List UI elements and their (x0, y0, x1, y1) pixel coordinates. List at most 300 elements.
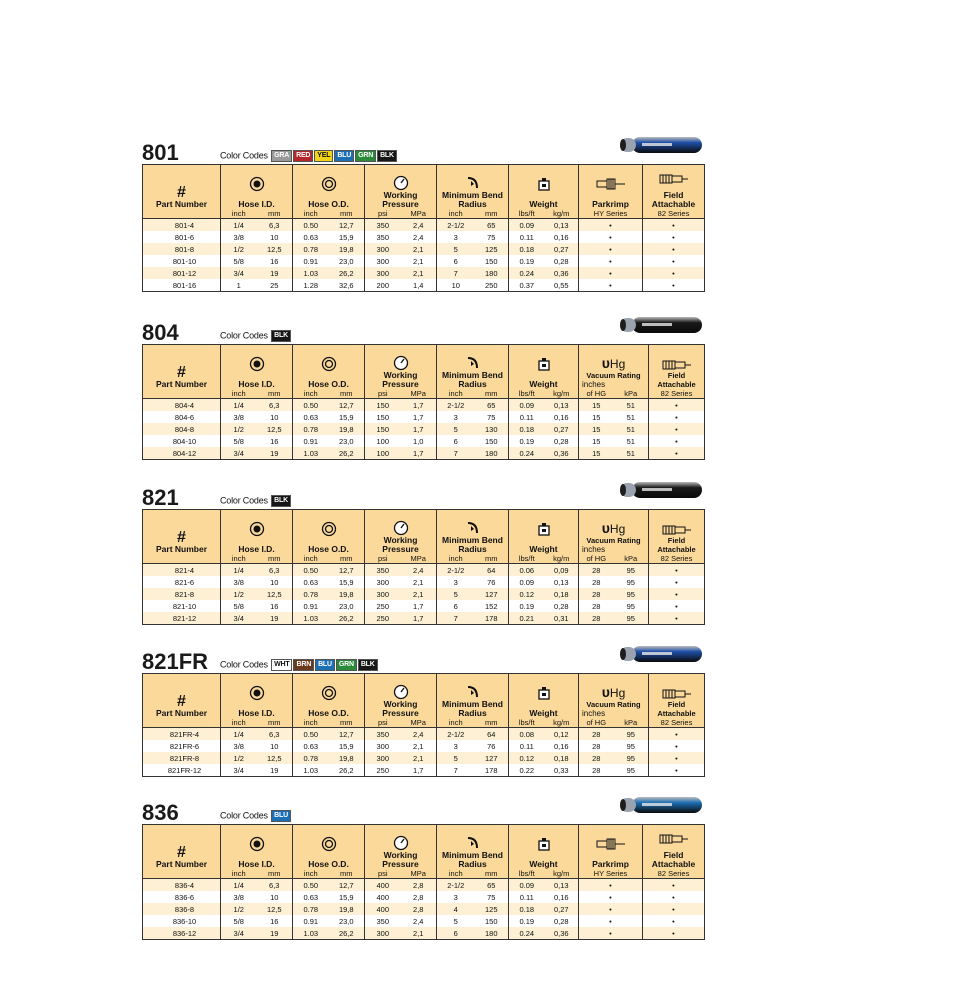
pressure-gauge-icon (393, 835, 409, 851)
spec-cell: • (649, 588, 705, 600)
hose-od-header: Hose O.D. (293, 165, 365, 210)
spec-cell: 300 (365, 576, 401, 588)
spec-cell: • (649, 399, 705, 412)
spec-cell: 0.11 (509, 231, 545, 243)
part-number-cell: 804-4 (143, 399, 221, 412)
spec-cell: 0,13 (545, 399, 579, 412)
spec-table: # Part Number Hose I.D. Hose O.D. Working Pressure Minimum Bend Radius Weight ᴜHg Vacuum Rating inches Field Attachable inch mm inch mm psi MPa inch mm lbs/ft kg/m of HG kPa 82 Series 804-4 1/4 6,3 0.50 12,7 150 1,7 2-1/2 65 0.09 0,13 15 51 • 804-6 3/8 10 0.63 15,9 150 1,7 3 75 0.11 0,16 15 51 • 804-8 1/2 12,5 0.78 19,8 150 1,7 5 130 0.18 0,27 15 51 • 804-10 5/8 16 0.91 23,0 100 1,0 6 150 0.19 0,28 15 51 • 804-12 3/4 19 1.03 26,2 100 1,7 7 180 0.24 0,36 15 51 • (142, 344, 705, 460)
spec-cell: 0,09 (545, 564, 579, 577)
spec-cell: 6 (437, 927, 475, 940)
table-row (143, 399, 705, 412)
vacuum-rating-header: ᴜHg Vacuum Rating inches (579, 345, 649, 390)
spec-cell: 0,36 (545, 267, 579, 279)
spec-cell: 10 (257, 576, 293, 588)
part-number-cell: 804-10 (143, 435, 221, 447)
table-row (143, 728, 705, 741)
color-chip-brn: BRN (293, 659, 314, 671)
spec-cell: 300 (365, 588, 401, 600)
spec-cell: 350 (365, 231, 401, 243)
spec-cell: 3/4 (221, 612, 257, 625)
spec-cell: 28 (579, 576, 614, 588)
spec-cell: 130 (475, 423, 509, 435)
spec-cell: 19,8 (329, 243, 365, 255)
spec-cell: • (643, 255, 705, 267)
hose-od-icon (321, 836, 337, 852)
spec-cell: 125 (475, 903, 509, 915)
spec-cell: 0.91 (293, 435, 329, 447)
spec-cell: 95 (614, 576, 649, 588)
spec-cell: 6,3 (257, 219, 293, 232)
hose-od-icon (321, 356, 337, 372)
spec-cell: 250 (365, 600, 401, 612)
pressure-gauge-icon (393, 175, 409, 191)
weight-scale-icon (536, 685, 552, 701)
vacuum-hg-icon: ᴜHg (601, 355, 626, 371)
model-number: 801 (142, 140, 179, 165)
spec-cell: 3 (437, 891, 475, 903)
spec-cell: 178 (475, 612, 509, 625)
parkrimp-header: Parkrimp (579, 825, 643, 870)
vacuum-rating-header: ᴜHg Vacuum Rating inches (579, 674, 649, 719)
spec-cell: 0.11 (509, 891, 545, 903)
spec-cell: 180 (475, 267, 509, 279)
spec-cell: • (579, 879, 643, 892)
table-row (143, 219, 705, 232)
weight-header: Weight (509, 825, 579, 870)
spec-cell: 1/2 (221, 903, 257, 915)
spec-cell: 0.78 (293, 423, 329, 435)
spec-cell: 2-1/2 (437, 564, 475, 577)
spec-cell: 2,8 (401, 879, 437, 892)
spec-cell: 152 (475, 600, 509, 612)
spec-cell: • (643, 927, 705, 940)
spec-cell: 3 (437, 576, 475, 588)
spec-cell: 1,0 (401, 435, 437, 447)
field-fitting-icon (662, 359, 692, 371)
spec-cell: 3/8 (221, 891, 257, 903)
spec-cell: 19 (257, 447, 293, 460)
spec-cell: 1.03 (293, 447, 329, 460)
spec-cell: • (649, 564, 705, 577)
spec-cell: 12,7 (329, 399, 365, 412)
part-number-cell: 801-8 (143, 243, 221, 255)
spec-cell: 1/2 (221, 752, 257, 764)
weight-scale-icon (536, 521, 552, 537)
spec-cell: 1.03 (293, 927, 329, 940)
hose-image (618, 312, 704, 338)
spec-cell: 2-1/2 (437, 728, 475, 741)
spec-cell: 76 (475, 576, 509, 588)
spec-cell: 75 (475, 231, 509, 243)
part-number-cell: 821-4 (143, 564, 221, 577)
spec-cell: 0.09 (509, 879, 545, 892)
color-codes: Color Codes BLK (220, 330, 291, 342)
part-number-cell: 836-8 (143, 903, 221, 915)
product-section-821 (142, 483, 704, 625)
hose-od-icon (321, 521, 337, 537)
spec-cell: 12,5 (257, 588, 293, 600)
spec-cell: 0.78 (293, 903, 329, 915)
hose-id-header: Hose I.D. (221, 825, 293, 870)
spec-cell: 95 (614, 764, 649, 777)
spec-cell: 1,7 (401, 612, 437, 625)
spec-cell: 300 (365, 267, 401, 279)
color-chip-blu: BLU (334, 150, 354, 162)
vacuum-hg-icon: ᴜHg (601, 520, 626, 536)
part-number-cell: 821FR-8 (143, 752, 221, 764)
spec-cell: 5 (437, 915, 475, 927)
color-chip-red: RED (293, 150, 313, 162)
spec-cell: 0.18 (509, 243, 545, 255)
spec-cell: 180 (475, 927, 509, 940)
spec-cell: 1,7 (401, 399, 437, 412)
spec-cell: 0,13 (545, 576, 579, 588)
product-section-821fr (142, 647, 704, 777)
hose-id-header: Hose I.D. (221, 345, 293, 390)
spec-cell: 65 (475, 879, 509, 892)
part-number-cell: 821-6 (143, 576, 221, 588)
spec-cell: 0.19 (509, 915, 545, 927)
spec-cell: 6,3 (257, 564, 293, 577)
spec-cell: 0,27 (545, 423, 579, 435)
spec-cell: 300 (365, 243, 401, 255)
spec-cell: 95 (614, 588, 649, 600)
spec-cell: 0,33 (545, 764, 579, 777)
bend-radius-header: Minimum Bend Radius (437, 345, 509, 390)
spec-cell: 0,18 (545, 588, 579, 600)
part-number-cell: 801-4 (143, 219, 221, 232)
hose-od-header: Hose O.D. (293, 825, 365, 870)
spec-cell: 95 (614, 728, 649, 741)
spec-table: # Part Number Hose I.D. Hose O.D. Working Pressure Minimum Bend Radius Weight Parkrimp Field Attachable inch mm inch mm psi MPa inch mm lbs/ft kg/m HY Series 82 Series 836-4 1/4 6,3 0.50 12,7 400 2,8 2-1/2 65 0.09 0,13 • • 836-6 3/8 10 0.63 15,9 400 2,8 3 75 0.11 0,16 • • 836-8 1/2 12,5 0.78 19,8 400 2,8 4 125 0.18 0,27 • • 836-10 5/8 16 0.91 23,0 350 2,4 5 150 0.19 0,28 • • 836-12 3/4 19 1.03 26,2 300 2,1 6 180 0.24 0,36 • • (142, 824, 705, 940)
hose-od-header: Hose O.D. (293, 345, 365, 390)
spec-cell: 51 (614, 399, 649, 412)
spec-cell: 28 (579, 588, 614, 600)
hose-id-header: Hose I.D. (221, 674, 293, 719)
spec-cell: 3 (437, 411, 475, 423)
model-number: 821 (142, 485, 179, 510)
parkrimp-header: Parkrimp (579, 165, 643, 210)
hose-id-icon (249, 521, 265, 537)
spec-cell: • (649, 423, 705, 435)
spec-cell: 15 (579, 411, 614, 423)
spec-cell: 51 (614, 411, 649, 423)
spec-cell: 1/4 (221, 399, 257, 412)
spec-cell: 0,13 (545, 219, 579, 232)
part-number-cell: 821-12 (143, 612, 221, 625)
color-codes: Color Codes GRA RED YEL BLU GRN BLK (220, 150, 397, 162)
spec-cell: 127 (475, 752, 509, 764)
spec-cell: 19,8 (329, 588, 365, 600)
field-attachable-header: Field Attachable (649, 510, 705, 555)
hose-image (618, 477, 704, 503)
spec-cell: 0.78 (293, 588, 329, 600)
product-section-836 (142, 798, 704, 940)
spec-cell: 1/4 (221, 219, 257, 232)
spec-cell: 5 (437, 423, 475, 435)
part-number-cell: 804-12 (143, 447, 221, 460)
spec-cell: 400 (365, 879, 401, 892)
weight-scale-icon (536, 836, 552, 852)
part-number-cell: 821FR-4 (143, 728, 221, 741)
table-row (143, 255, 705, 267)
spec-cell: • (579, 891, 643, 903)
table-row (143, 612, 705, 625)
spec-cell: 3/4 (221, 447, 257, 460)
spec-cell: 0.09 (509, 576, 545, 588)
spec-cell: 15 (579, 435, 614, 447)
spec-cell: 0.22 (509, 764, 545, 777)
color-chip-gra: GRA (271, 150, 292, 162)
table-row (143, 564, 705, 577)
spec-cell: 3/4 (221, 764, 257, 777)
working-pressure-header: Working Pressure (365, 510, 437, 555)
spec-cell: • (649, 411, 705, 423)
spec-cell: 26,2 (329, 267, 365, 279)
bend-radius-icon (465, 175, 481, 191)
spec-cell: 19 (257, 927, 293, 940)
table-row (143, 576, 705, 588)
spec-cell: 0,12 (545, 728, 579, 741)
spec-cell: 100 (365, 447, 401, 460)
spec-cell: 12,5 (257, 752, 293, 764)
part-number-cell: 801-16 (143, 279, 221, 292)
spec-cell: 23,0 (329, 435, 365, 447)
spec-cell: 95 (614, 564, 649, 577)
spec-cell: 12,5 (257, 423, 293, 435)
spec-cell: 125 (475, 243, 509, 255)
spec-cell: • (643, 879, 705, 892)
field-attachable-header: Field Attachable (643, 825, 705, 870)
spec-cell: 19,8 (329, 423, 365, 435)
spec-cell: 0.50 (293, 564, 329, 577)
spec-cell: 2,4 (401, 728, 437, 741)
bend-radius-header: Minimum Bend Radius (437, 510, 509, 555)
part-number-header: # Part Number (143, 674, 221, 719)
hose-id-icon (249, 356, 265, 372)
spec-cell: 1.03 (293, 764, 329, 777)
spec-cell: • (579, 903, 643, 915)
spec-cell: 300 (365, 740, 401, 752)
spec-cell: 1,7 (401, 423, 437, 435)
spec-cell: 150 (365, 399, 401, 412)
spec-cell: 2,4 (401, 219, 437, 232)
hose-od-icon (321, 176, 337, 192)
spec-cell: 0.09 (509, 219, 545, 232)
table-row (143, 243, 705, 255)
spec-cell: 0,36 (545, 447, 579, 460)
spec-cell: 28 (579, 600, 614, 612)
spec-cell: 2-1/2 (437, 879, 475, 892)
model-number: 836 (142, 800, 179, 825)
spec-cell: 0.63 (293, 411, 329, 423)
spec-cell: 0,18 (545, 752, 579, 764)
spec-cell: 12,5 (257, 243, 293, 255)
table-row (143, 927, 705, 940)
part-number-cell: 836-4 (143, 879, 221, 892)
spec-cell: 51 (614, 447, 649, 460)
spec-cell: 350 (365, 564, 401, 577)
spec-cell: 0.63 (293, 231, 329, 243)
spec-cell: • (649, 576, 705, 588)
spec-cell: 76 (475, 740, 509, 752)
spec-cell: 0.50 (293, 399, 329, 412)
spec-cell: 0.78 (293, 752, 329, 764)
table-row (143, 588, 705, 600)
spec-cell: 12,5 (257, 903, 293, 915)
spec-cell: 12,7 (329, 879, 365, 892)
working-pressure-header: Working Pressure (365, 345, 437, 390)
spec-cell: 95 (614, 612, 649, 625)
spec-cell: 2-1/2 (437, 219, 475, 232)
crimp-fitting-icon (596, 178, 626, 190)
spec-cell: 0.78 (293, 243, 329, 255)
field-attachable-header: Field Attachable (643, 165, 705, 210)
color-chip-blk: BLK (271, 330, 291, 342)
spec-cell: 6,3 (257, 879, 293, 892)
spec-cell: 15,9 (329, 231, 365, 243)
spec-cell: 1.28 (293, 279, 329, 292)
color-chip-blk: BLK (271, 495, 291, 507)
pressure-gauge-icon (393, 684, 409, 700)
hose-image (618, 792, 704, 818)
spec-cell: 19,8 (329, 752, 365, 764)
spec-cell: 0,31 (545, 612, 579, 625)
spec-cell: 3 (437, 231, 475, 243)
spec-cell: 2,8 (401, 903, 437, 915)
spec-cell: 0.12 (509, 588, 545, 600)
spec-cell: 32,6 (329, 279, 365, 292)
spec-cell: 0.50 (293, 728, 329, 741)
spec-cell: 0.11 (509, 740, 545, 752)
spec-cell: 178 (475, 764, 509, 777)
spec-cell: 3/8 (221, 231, 257, 243)
part-number-cell: 821-8 (143, 588, 221, 600)
spec-cell: 0,27 (545, 243, 579, 255)
product-section-804 (142, 318, 704, 460)
spec-cell: 23,0 (329, 255, 365, 267)
spec-cell: • (649, 764, 705, 777)
spec-cell: 26,2 (329, 447, 365, 460)
part-number-cell: 836-10 (143, 915, 221, 927)
spec-cell: 0,28 (545, 915, 579, 927)
color-codes: Color Codes BLK (220, 495, 291, 507)
spec-cell: 2,8 (401, 891, 437, 903)
hose-image (618, 641, 704, 667)
hose-od-icon (321, 685, 337, 701)
spec-cell: 2,1 (401, 752, 437, 764)
spec-cell: 10 (257, 740, 293, 752)
spec-cell: 6 (437, 435, 475, 447)
spec-cell: 0,55 (545, 279, 579, 292)
hose-id-header: Hose I.D. (221, 165, 293, 210)
spec-cell: 0.19 (509, 600, 545, 612)
spec-cell: 1,7 (401, 411, 437, 423)
spec-cell: 150 (365, 423, 401, 435)
spec-cell: 3/8 (221, 411, 257, 423)
hose-id-header: Hose I.D. (221, 510, 293, 555)
spec-cell: 19 (257, 764, 293, 777)
weight-header: Weight (509, 674, 579, 719)
part-number-cell: 801-10 (143, 255, 221, 267)
bend-radius-icon (465, 355, 481, 371)
spec-cell: 400 (365, 891, 401, 903)
weight-header: Weight (509, 510, 579, 555)
spec-cell: 2,4 (401, 231, 437, 243)
spec-cell: 16 (257, 255, 293, 267)
spec-cell: 95 (614, 752, 649, 764)
spec-cell: 0,28 (545, 255, 579, 267)
spec-cell: • (579, 255, 643, 267)
spec-cell: • (643, 243, 705, 255)
working-pressure-header: Working Pressure (365, 674, 437, 719)
spec-cell: 300 (365, 752, 401, 764)
field-fitting-icon (659, 833, 689, 845)
spec-cell: • (643, 891, 705, 903)
bend-radius-icon (465, 835, 481, 851)
table-row (143, 600, 705, 612)
spec-cell: • (649, 752, 705, 764)
spec-cell: 100 (365, 435, 401, 447)
spec-cell: 0,28 (545, 435, 579, 447)
spec-cell: • (579, 219, 643, 232)
spec-cell: 95 (614, 740, 649, 752)
spec-cell: 5/8 (221, 255, 257, 267)
spec-cell: 1/2 (221, 243, 257, 255)
spec-cell: • (579, 267, 643, 279)
spec-cell: • (643, 231, 705, 243)
spec-cell: 0.08 (509, 728, 545, 741)
spec-cell: 2,1 (401, 740, 437, 752)
spec-cell: 5 (437, 243, 475, 255)
spec-cell: 350 (365, 915, 401, 927)
hose-od-header: Hose O.D. (293, 510, 365, 555)
spec-table: # Part Number Hose I.D. Hose O.D. Working Pressure Minimum Bend Radius Weight Parkrimp Field Attachable inch mm inch mm psi MPa inch mm lbs/ft kg/m HY Series 82 Series 801-4 1/4 6,3 0.50 12,7 350 2,4 2-1/2 65 0.09 0,13 • • 801-6 3/8 10 0.63 15,9 350 2,4 3 75 0.11 0,16 • • 801-8 1/2 12,5 0.78 19,8 300 2,1 5 125 0.18 0,27 • • 801-10 5/8 16 0.91 23,0 300 2,1 6 150 0.19 0,28 • • 801-12 3/4 19 1.03 26,2 300 2,1 7 180 0.24 0,36 • • 801-16 1 25 1.28 32,6 200 1,4 10 250 0.37 0,55 • • (142, 164, 705, 292)
color-chip-blu: BLU (315, 659, 335, 671)
spec-cell: 10 (437, 279, 475, 292)
part-number-header: # Part Number (143, 825, 221, 870)
spec-cell: 0,16 (545, 891, 579, 903)
spec-cell: 15 (579, 447, 614, 460)
table-row (143, 891, 705, 903)
spec-cell: 2,4 (401, 564, 437, 577)
vacuum-hg-icon: ᴜHg (601, 684, 626, 700)
spec-cell: 7 (437, 764, 475, 777)
spec-cell: 6,3 (257, 728, 293, 741)
spec-cell: • (643, 903, 705, 915)
spec-cell: 19 (257, 612, 293, 625)
spec-cell: 51 (614, 423, 649, 435)
field-fitting-icon (662, 524, 692, 536)
spec-cell: 6,3 (257, 399, 293, 412)
spec-cell: 65 (475, 399, 509, 412)
spec-cell: 1,7 (401, 764, 437, 777)
spec-cell: • (579, 243, 643, 255)
spec-cell: 0.50 (293, 219, 329, 232)
spec-cell: 28 (579, 764, 614, 777)
spec-cell: • (649, 728, 705, 741)
table-row (143, 764, 705, 777)
spec-cell: 0.63 (293, 740, 329, 752)
spec-cell: 51 (614, 435, 649, 447)
spec-cell: • (649, 435, 705, 447)
table-row (143, 879, 705, 892)
spec-cell: 0.12 (509, 752, 545, 764)
vacuum-rating-header: ᴜHg Vacuum Rating inches (579, 510, 649, 555)
spec-cell: • (579, 915, 643, 927)
hose-id-icon (249, 685, 265, 701)
part-number-header: # Part Number (143, 510, 221, 555)
